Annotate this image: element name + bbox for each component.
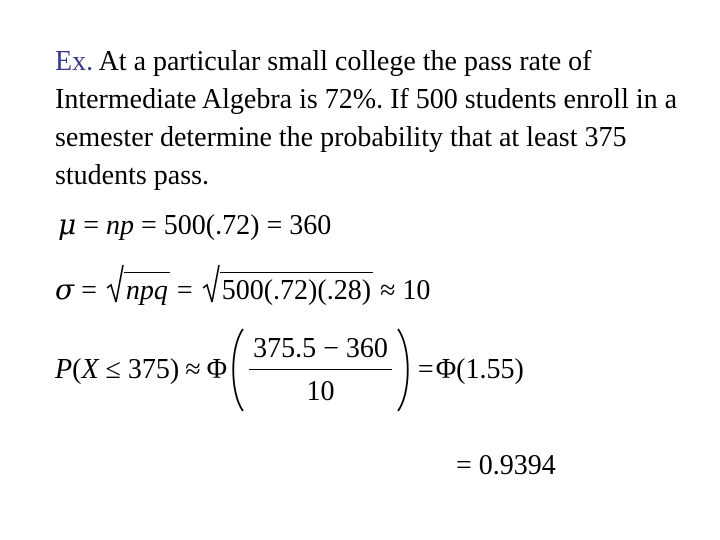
radicand-npq: npq	[124, 272, 170, 305]
mean-result: 360	[289, 210, 332, 241]
approx-sign: ≈	[380, 275, 396, 306]
p-symbol: P	[55, 354, 73, 385]
phi-result: Φ(1.55)	[435, 354, 524, 385]
radicand-numeric: 500(.72)(.28)	[220, 272, 373, 305]
mu-symbol: μ	[58, 208, 77, 241]
left-paren-icon	[227, 327, 245, 413]
fraction-numerator: 375.5 − 360	[249, 335, 392, 370]
inequality-rest: ≤ 375)	[98, 354, 180, 385]
equals-sign: =	[417, 354, 434, 385]
sigma-symbol: σ	[55, 273, 75, 306]
probability-equation	[55, 327, 524, 413]
radical-icon	[202, 264, 220, 304]
example-prefix: Ex.	[55, 46, 94, 77]
std-dev-equation	[55, 272, 430, 305]
right-paren-icon	[396, 327, 414, 413]
approx-sign: ≈	[185, 354, 201, 385]
equals-sign: =	[176, 275, 193, 306]
mean-equation	[58, 208, 332, 241]
final-answer: = 0.9394	[456, 450, 556, 481]
equals-sign: =	[83, 210, 99, 241]
problem-statement	[55, 43, 695, 195]
sqrt-numeric	[202, 272, 373, 305]
equals-sign: =	[266, 210, 283, 241]
open-paren: (	[72, 354, 82, 385]
fraction-denominator: 10	[306, 375, 335, 407]
mean-expression: 500(.72)	[163, 210, 260, 241]
z-score-fraction	[249, 332, 392, 407]
std-dev-result: 10	[402, 275, 431, 306]
problem-text: At a particular small college the pass rate of Intermediate Algebra is 72%. If 500 students enroll in a semester determine the probability that at least 375 students pass.	[55, 46, 678, 191]
equals-sign: =	[141, 210, 157, 241]
sqrt-npq	[106, 272, 170, 305]
radical-icon	[106, 264, 124, 304]
np-term: np	[106, 210, 134, 241]
equals-sign: =	[81, 275, 97, 306]
x-variable: X	[81, 354, 99, 385]
phi-symbol: Φ	[206, 354, 228, 385]
